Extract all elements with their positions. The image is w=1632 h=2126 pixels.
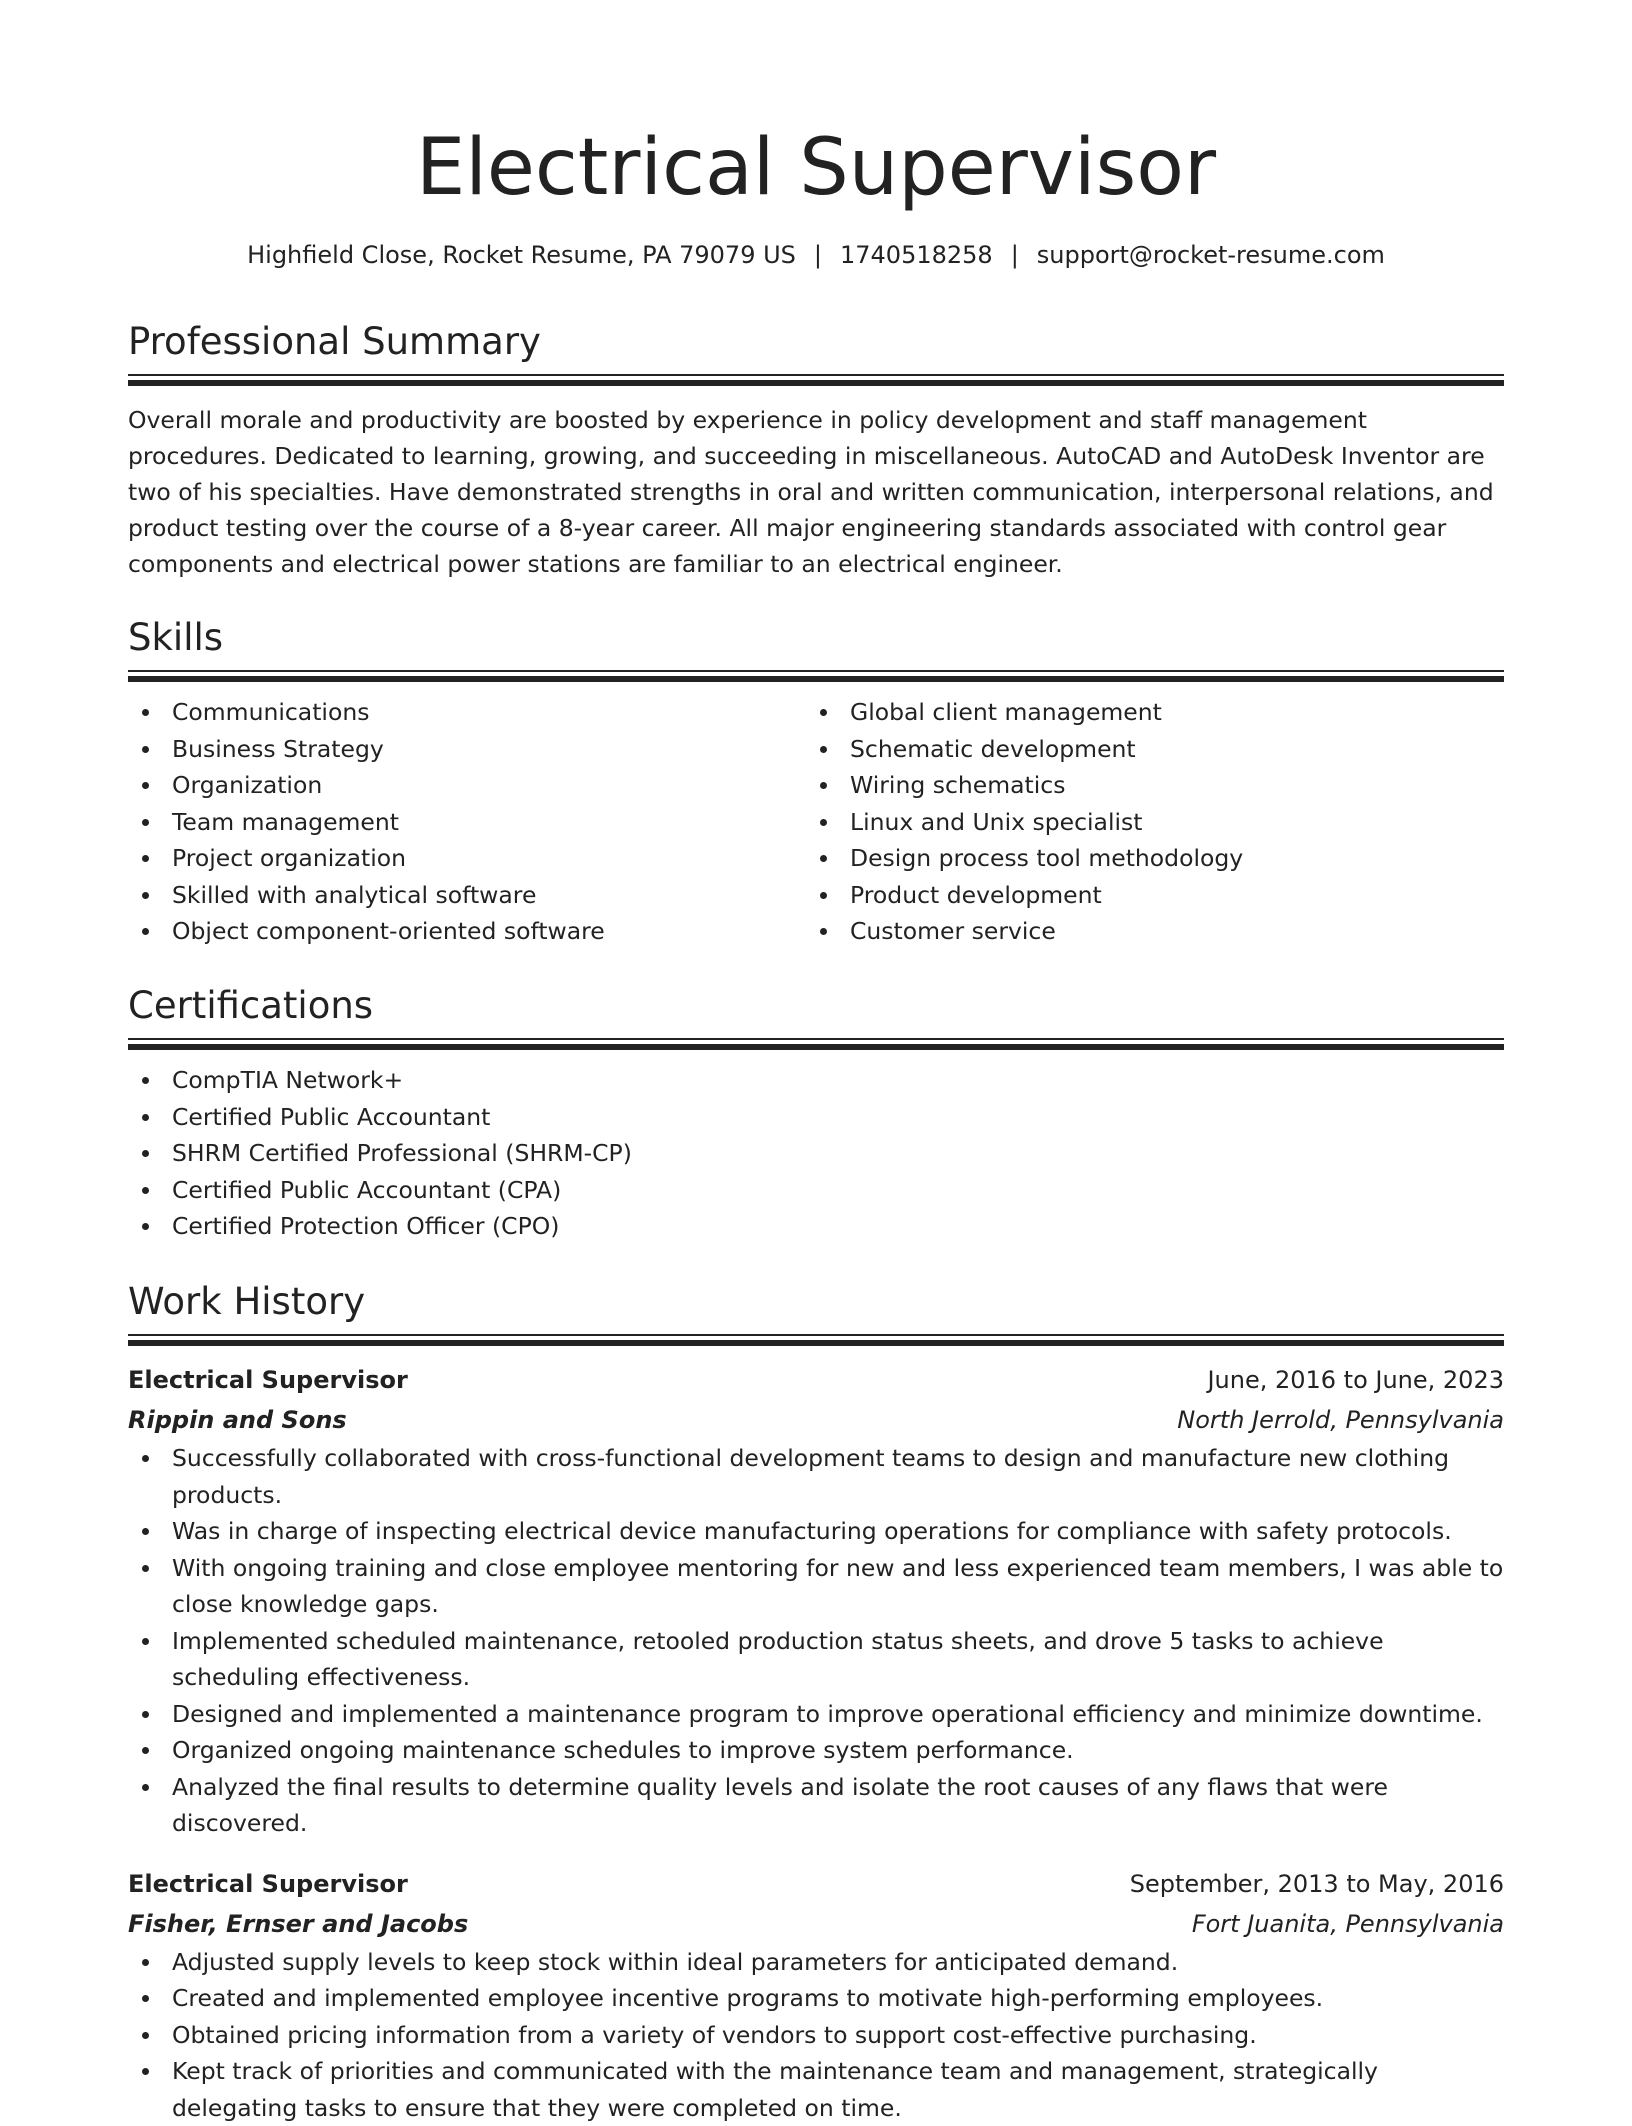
job-dates: June, 2016 to June, 2023 xyxy=(1207,1360,1504,1400)
skill-item: Wiring schematics xyxy=(806,767,1484,804)
certification-item: Certified Protection Officer (CPO) xyxy=(128,1208,1504,1245)
section-divider xyxy=(128,1334,1504,1346)
section-divider xyxy=(128,374,1504,386)
skill-item: Linux and Unix specialist xyxy=(806,804,1484,841)
job-company: Rippin and Sons xyxy=(128,1400,347,1440)
section-title-skills: Skills xyxy=(128,614,1504,662)
section-title-work-history: Work History xyxy=(128,1278,1504,1326)
section-divider xyxy=(128,1038,1504,1050)
certification-item: Certified Public Accountant (CPA) xyxy=(128,1172,1504,1209)
job-bullet: Created and implemented employee incentive programs to motivate high-performing employees. xyxy=(128,1980,1504,2017)
skill-item: Object component-oriented software xyxy=(128,913,806,950)
job-bullet: Analyzed the final results to determine quality levels and isolate the root causes of any flaws that were discovered. xyxy=(128,1769,1504,1842)
certification-item: Certified Public Accountant xyxy=(128,1099,1504,1136)
skills-list-right xyxy=(806,694,1484,950)
skills-section xyxy=(128,614,1504,950)
skill-item: Schematic development xyxy=(806,731,1484,768)
candidate-name: Electrical Supervisor xyxy=(128,118,1504,218)
job-entry xyxy=(128,1864,1504,2126)
certifications-section xyxy=(128,982,1504,1245)
job-header xyxy=(128,1360,1504,1400)
skill-item: Project organization xyxy=(128,840,806,877)
certification-item: CompTIA Network+ xyxy=(128,1062,1504,1099)
skill-item: Skilled with analytical software xyxy=(128,877,806,914)
job-bullet: Was in charge of inspecting electrical device manufacturing operations for compliance with safety protocols. xyxy=(128,1513,1504,1550)
job-bullet: With ongoing training and close employee mentoring for new and less experienced team members, I was able to close knowledge gaps. xyxy=(128,1550,1504,1623)
job-bullet: Organized ongoing maintenance schedules to improve system performance. xyxy=(128,1732,1504,1769)
job-subheader xyxy=(128,1400,1504,1440)
job-bullet: Designed and implemented a maintenance program to improve operational efficiency and minimize downtime. xyxy=(128,1696,1504,1733)
certification-item: SHRM Certified Professional (SHRM-CP) xyxy=(128,1135,1504,1172)
job-location: Fort Juanita, Pennsylvania xyxy=(1192,1904,1504,1944)
skills-list-left xyxy=(128,694,806,950)
job-company: Fisher, Ernser and Jacobs xyxy=(128,1904,468,1944)
skill-item: Organization xyxy=(128,767,806,804)
job-bullet: Kept track of priorities and communicated with the maintenance team and management, strategically delegating tasks to ensure that they were completed on time. xyxy=(128,2053,1504,2126)
contact-phone: 1740518258 xyxy=(840,241,993,269)
skill-item: Design process tool methodology xyxy=(806,840,1484,877)
job-bullet: Obtained pricing information from a variety of vendors to support cost-effective purchasing. xyxy=(128,2017,1504,2054)
contact-line xyxy=(128,237,1504,273)
skill-item: Customer service xyxy=(806,913,1484,950)
contact-separator: | xyxy=(993,241,1037,269)
section-title-summary: Professional Summary xyxy=(128,318,1504,366)
job-entry xyxy=(128,1360,1504,1842)
skill-item: Team management xyxy=(128,804,806,841)
section-title-certifications: Certifications xyxy=(128,982,1504,1030)
job-location: North Jerrold, Pennsylvania xyxy=(1177,1400,1504,1440)
contact-email: support@rocket-resume.com xyxy=(1037,241,1385,269)
job-bullets xyxy=(128,1440,1504,1842)
job-title: Electrical Supervisor xyxy=(128,1864,408,1904)
contact-separator: | xyxy=(796,241,840,269)
skill-item: Global client management xyxy=(806,694,1484,731)
skill-item: Communications xyxy=(128,694,806,731)
job-title: Electrical Supervisor xyxy=(128,1360,408,1400)
skill-item: Product development xyxy=(806,877,1484,914)
job-bullets xyxy=(128,1944,1504,2126)
contact-address: Highfield Close, Rocket Resume, PA 79079 US xyxy=(247,241,796,269)
job-dates: September, 2013 to May, 2016 xyxy=(1130,1864,1504,1904)
job-bullet: Adjusted supply levels to keep stock within ideal parameters for anticipated demand. xyxy=(128,1944,1504,1981)
section-divider xyxy=(128,670,1504,682)
job-subheader xyxy=(128,1904,1504,1944)
job-bullet: Successfully collaborated with cross-functional development teams to design and manufacture new clothing products. xyxy=(128,1440,1504,1513)
certifications-list xyxy=(128,1062,1504,1245)
skills-columns xyxy=(128,694,1504,950)
job-header xyxy=(128,1864,1504,1904)
work-history-section xyxy=(128,1278,1504,2126)
summary-section xyxy=(128,318,1504,582)
summary-text: Overall morale and productivity are boosted by experience in policy development and staff management procedures. Dedicated to learning, growing, and succeeding in miscellaneous. AutoCAD and AutoDesk Inventor are two of his specialties. Have demonstrated strengths in oral and written communication, interpersonal relations, and product testing over the course of a 8-year career. All major engineering standards associated with control gear components and electrical power stations are familiar to an electrical engineer. xyxy=(128,402,1504,582)
job-bullet: Implemented scheduled maintenance, retooled production status sheets, and drove 5 tasks to achieve scheduling effectiveness. xyxy=(128,1623,1504,1696)
skill-item: Business Strategy xyxy=(128,731,806,768)
